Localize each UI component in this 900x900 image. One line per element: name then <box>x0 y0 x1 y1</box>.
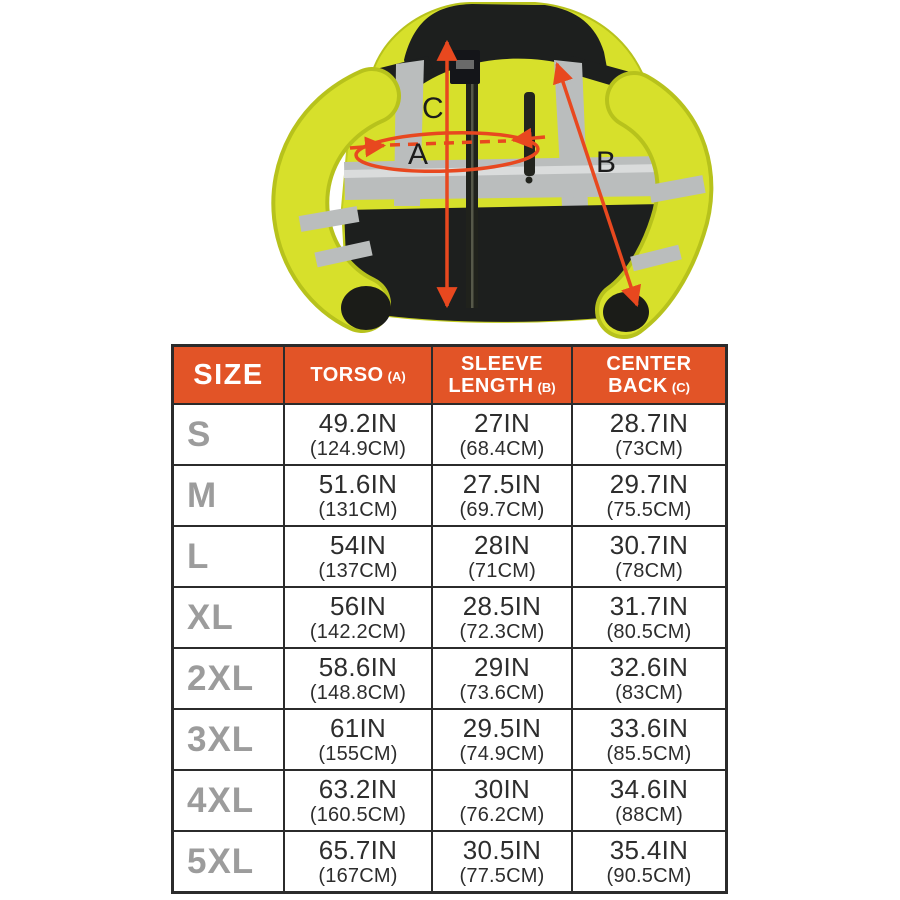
torso-cm: (148.8CM) <box>309 681 407 704</box>
collar-tag-logo <box>456 60 474 69</box>
jacket-measurement-figure <box>0 0 900 344</box>
sleeve-header-tag: (B) <box>537 380 556 395</box>
back-cell <box>573 771 725 830</box>
table-row-l <box>174 527 725 586</box>
size-label-cell <box>174 832 283 891</box>
back-inches: 35.4IN <box>609 834 689 865</box>
size-label-cell <box>174 710 283 769</box>
back-cell <box>573 649 725 708</box>
torso-cell <box>285 588 431 647</box>
sleeve-inches: 28.5IN <box>462 590 542 621</box>
back-cell <box>573 405 725 464</box>
torso-cm: (142.2CM) <box>309 620 407 643</box>
reflective-chest-band <box>344 156 666 200</box>
sleeve-inches: 27.5IN <box>462 468 542 499</box>
back-cm: (80.5CM) <box>606 620 692 643</box>
torso-inches: 65.7IN <box>318 834 398 865</box>
torso-cell <box>285 832 431 891</box>
torso-cm: (160.5CM) <box>309 803 407 826</box>
table-row-5xl <box>174 832 725 891</box>
sleeve-cell <box>433 588 571 647</box>
front-zipper-teeth <box>471 58 474 308</box>
sleeve-inches: 30IN <box>473 773 531 804</box>
torso-arrow-left <box>350 146 384 149</box>
back-header-label: CENTER BACK <box>606 352 692 397</box>
back-cell <box>573 527 725 586</box>
jacket-figure-svg <box>0 0 900 344</box>
back-inches: 31.7IN <box>609 590 689 621</box>
back-inches: 33.6IN <box>609 712 689 743</box>
size-label: M <box>187 476 218 515</box>
size-label-cell <box>174 649 283 708</box>
back-cm: (78CM) <box>615 559 683 582</box>
sleeve-cm: (69.7CM) <box>459 498 545 521</box>
torso-inches: 58.6IN <box>318 651 398 682</box>
chest-pocket-zipper <box>524 92 535 176</box>
back-inches: 32.6IN <box>609 651 689 682</box>
table-row-xl <box>174 588 725 647</box>
torso-cm: (167CM) <box>318 864 398 887</box>
sleeve-cell <box>433 771 571 830</box>
sleeve-inches: 29IN <box>473 651 531 682</box>
size-chart-table <box>171 344 728 894</box>
label-b: B <box>596 146 617 179</box>
label-a: A <box>408 138 429 171</box>
chest-pocket-pull <box>526 177 533 184</box>
right-cuff <box>603 292 649 332</box>
torso-cell <box>285 649 431 708</box>
back-header-tag: (C) <box>671 380 690 395</box>
sleeve-inches: 28IN <box>473 529 531 560</box>
sleeve-cell <box>433 832 571 891</box>
size-label: 3XL <box>187 720 255 759</box>
size-label: S <box>187 415 212 454</box>
back-cm: (88CM) <box>615 803 683 826</box>
torso-inches: 51.6IN <box>318 468 398 499</box>
sleeve-cell <box>433 649 571 708</box>
size-label: L <box>187 537 210 576</box>
back-cm: (73CM) <box>615 437 683 460</box>
sleeve-cell <box>433 710 571 769</box>
torso-cm: (137CM) <box>318 559 398 582</box>
size-label-cell <box>174 466 283 525</box>
sleeve-cm: (74.9CM) <box>459 742 545 765</box>
torso-inches: 54IN <box>329 529 387 560</box>
table-row-3xl <box>174 710 725 769</box>
size-label-cell <box>174 588 283 647</box>
size-header-label: SIZE <box>193 358 264 391</box>
sleeve-cm: (73.6CM) <box>459 681 545 704</box>
size-label: 5XL <box>187 842 255 881</box>
back-inches: 30.7IN <box>609 529 689 560</box>
sleeve-inches: 27IN <box>473 407 531 438</box>
size-label-cell <box>174 405 283 464</box>
back-cell <box>573 832 725 891</box>
torso-inches: 63.2IN <box>318 773 398 804</box>
table-row-2xl <box>174 649 725 708</box>
table-row-4xl <box>174 771 725 830</box>
torso-cell <box>285 466 431 525</box>
torso-inches: 61IN <box>329 712 387 743</box>
right-sleeve-band-1 <box>650 184 704 194</box>
left-mitt <box>341 286 391 330</box>
back-inches: 28.7IN <box>609 407 689 438</box>
size-label: 4XL <box>187 781 255 820</box>
torso-inches: 56IN <box>329 590 387 621</box>
sleeve-cm: (77.5CM) <box>459 864 545 887</box>
sleeve-cell <box>433 405 571 464</box>
torso-cm: (131CM) <box>318 498 398 521</box>
torso-cell <box>285 527 431 586</box>
sleeve-cm: (72.3CM) <box>459 620 545 643</box>
table-row-m <box>174 466 725 525</box>
column-header-sleeve-length <box>433 347 571 403</box>
torso-header-tag: (A) <box>387 368 406 384</box>
back-cell <box>573 588 725 647</box>
sleeve-header-label: SLEEVE LENGTH <box>448 352 543 397</box>
column-header-size <box>174 347 283 403</box>
column-header-torso <box>285 347 431 403</box>
torso-cm: (124.9CM) <box>309 437 407 460</box>
column-header-center-back <box>573 347 725 403</box>
jacket-illustration <box>300 3 704 332</box>
back-cell <box>573 710 725 769</box>
sleeve-cm: (71CM) <box>468 559 536 582</box>
label-c: C <box>422 92 444 125</box>
back-inches: 29.7IN <box>609 468 689 499</box>
torso-cell <box>285 405 431 464</box>
back-inches: 34.6IN <box>609 773 689 804</box>
sleeve-cell <box>433 527 571 586</box>
sleeve-cell <box>433 466 571 525</box>
left-sleeve-band-1 <box>300 214 358 224</box>
torso-cell <box>285 771 431 830</box>
sleeve-inches: 30.5IN <box>462 834 542 865</box>
torso-cm: (155CM) <box>318 742 398 765</box>
size-label-cell <box>174 527 283 586</box>
table-row-s <box>174 405 725 464</box>
sleeve-cm: (68.4CM) <box>459 437 545 460</box>
table-header-row <box>174 347 725 403</box>
back-cell <box>573 466 725 525</box>
size-label: 2XL <box>187 659 255 698</box>
back-cm: (85.5CM) <box>606 742 692 765</box>
size-label-cell <box>174 771 283 830</box>
sleeve-inches: 29.5IN <box>462 712 542 743</box>
back-cm: (83CM) <box>615 681 683 704</box>
sleeve-cm: (76.2CM) <box>459 803 545 826</box>
torso-header-label: TORSO <box>310 363 384 386</box>
back-cm: (75.5CM) <box>606 498 692 521</box>
back-cm: (90.5CM) <box>606 864 692 887</box>
torso-cell <box>285 710 431 769</box>
torso-inches: 49.2IN <box>318 407 398 438</box>
size-label: XL <box>187 598 234 637</box>
